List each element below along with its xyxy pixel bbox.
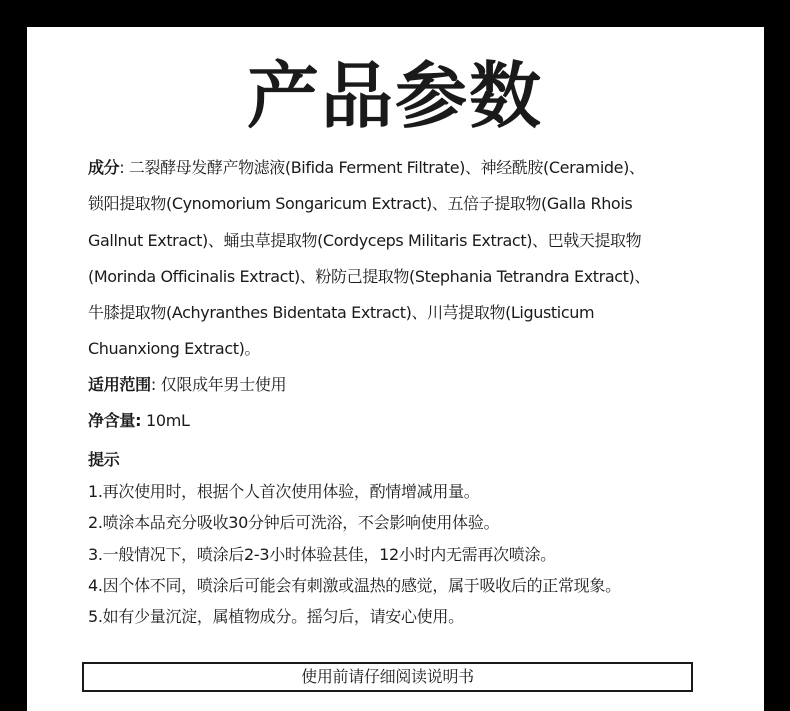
tip-item-5: 5.如有少量沉淀，属植物成分。摇匀后，请安心使用。 [88, 607, 464, 626]
scope-row [88, 372, 286, 395]
ingredients-line-3: Gallnut Extract)、蛹虫草提取物(Cordyceps Militaris Extract)、巴戟天提取物 [88, 230, 642, 250]
ingredients-line-2: 锁阳提取物(Cynomorium Songaricum Extract)、五倍子提取物(Galla Rhois [88, 194, 633, 214]
ingredients-section [88, 150, 688, 368]
ingredients-text-1: : 二裂酵母发酵产物滤液(Bifida Ferment Filtrate)、神经酰胺(Ceramide)、 [119, 158, 645, 177]
ingredients-line-6: Chuanxiong Extract)。 [88, 339, 261, 359]
ingredients-label: 成分 [88, 158, 120, 177]
tip-item-4: 4.因个体不同，喷涂后可能会有刺激或温热的感觉，属于吸收后的正常现象。 [88, 576, 621, 595]
tip-item-3: 3.一般情况下，喷涂后2-3小时体验甚佳，12小时内无需再次喷涂。 [88, 545, 556, 564]
tips-heading: 提示 [88, 450, 120, 469]
scope-value: : 仅限成年男士使用 [150, 375, 287, 394]
page-title: 产品参数 [246, 54, 543, 138]
scope-label: 适用范围 [88, 375, 151, 394]
ingredients-line-4: (Morinda Officinalis Extract)、粉防己提取物(Stephania Tetrandra Extract)、 [88, 266, 650, 286]
tip-item-2: 2.喷涂本品充分吸收30分钟后可洗浴，不会影响使用体验。 [88, 513, 500, 532]
ingredients-line-5: 牛膝提取物(Achyranthes Bidentata Extract)、川芎提取物(Ligusticum [88, 303, 595, 323]
footer-notice: 使用前请仔细阅读说明书 [82, 662, 693, 692]
volume-row [88, 408, 190, 431]
tip-item-1: 1.再次使用时，根据个人首次使用体验，酌情增减用量。 [88, 482, 480, 501]
ingredients-line-1 [88, 150, 688, 186]
volume-label: 净含量: [88, 411, 142, 430]
volume-value: 10mL [141, 411, 190, 430]
